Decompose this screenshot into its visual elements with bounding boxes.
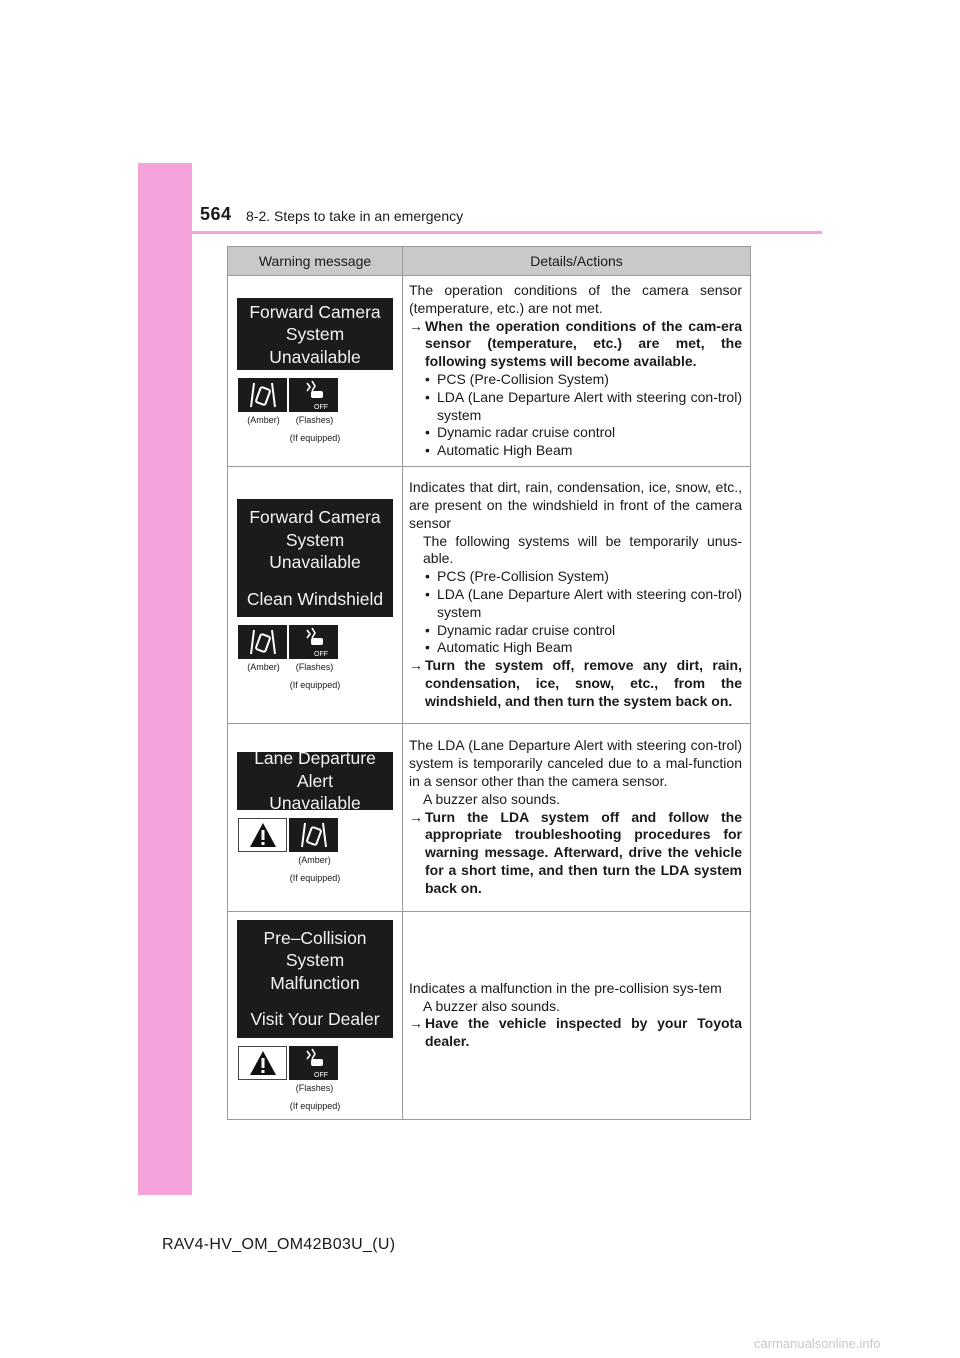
column-header-warning-message: Warning message xyxy=(228,247,403,276)
details-text: Indicates that dirt, rain, condensation, ice, snow, etc., are present on the windshield in front of the camera sensor xyxy=(409,479,742,531)
warning-triangle-icon xyxy=(238,1046,287,1080)
action-text: When the operation conditions of the cam-era sensor (temperature, etc.) are met, the following systems will become available. xyxy=(425,317,742,370)
warning-image-cell xyxy=(228,276,403,467)
details-text: The operation conditions of the camera sensor (temperature, etc.) are not met. xyxy=(409,282,742,316)
multi-info-display-message xyxy=(237,920,393,1038)
details-note: A buzzer also sounds. xyxy=(423,997,560,1014)
lda-car-icon xyxy=(238,625,287,659)
details-cell xyxy=(403,276,751,467)
multi-info-display-message xyxy=(237,748,393,814)
display-line: Forward Camera xyxy=(249,507,381,528)
section-title: 8-2. Steps to take in an emergency xyxy=(246,208,464,224)
column-header-details-actions: Details/Actions xyxy=(403,247,751,276)
svg-text:OFF: OFF xyxy=(313,404,328,412)
action-text: Turn the system off, remove any dirt, rain, condensation, ice, snow, etc., from the windshield, and then turn the system back on. xyxy=(425,657,742,709)
list-item: • LDA (Lane Departure Alert with steering con-trol) system xyxy=(425,388,742,423)
if-equipped-note: (If equipped) xyxy=(289,872,341,883)
list-item: • LDA (Lane Departure Alert with steering con-trol) system xyxy=(425,586,742,620)
pcs-off-icon xyxy=(289,1046,338,1080)
icon-color-label: (Amber) xyxy=(298,854,331,865)
list-item-text: PCS (Pre-Collision System) xyxy=(437,370,609,387)
display-line: Forward Camera xyxy=(249,301,381,322)
icon-color-label: (Flashes) xyxy=(295,1082,334,1093)
warning-message-table xyxy=(227,246,751,1120)
table-row xyxy=(228,723,751,911)
arrow-icon: → xyxy=(409,317,423,334)
table-row xyxy=(228,276,751,467)
display-line: Visit Your Dealer xyxy=(250,1009,380,1030)
list-item-text: Automatic High Beam xyxy=(437,442,573,459)
pcs-off-icon xyxy=(289,625,338,659)
svg-text:OFF: OFF xyxy=(313,651,328,659)
action-text: Turn the LDA system off and follow the appropriate troubleshooting procedures for warning message. Afterward, drive the vehicle for a short time, and then turn the LDA system back on. xyxy=(425,808,742,896)
arrow-icon: → xyxy=(409,808,423,825)
list-item: • Dynamic radar cruise control xyxy=(425,621,616,638)
display-line: Unavailable xyxy=(269,793,361,814)
arrow-icon: → xyxy=(409,1015,423,1032)
warning-triangle-icon xyxy=(238,818,287,852)
action-instruction xyxy=(409,809,742,898)
icon-color-label xyxy=(238,855,289,865)
list-item: • Automatic High Beam xyxy=(425,442,573,459)
action-instruction xyxy=(409,657,742,710)
list-item-text: LDA (Lane Departure Alert with steering con-trol) system xyxy=(437,586,742,620)
list-item-text: Dynamic radar cruise control xyxy=(437,621,616,638)
list-item: • Automatic High Beam xyxy=(425,639,573,656)
table-row xyxy=(228,466,751,723)
list-item: • PCS (Pre-Collision System) xyxy=(425,370,609,387)
lda-car-icon xyxy=(289,818,338,852)
action-text: Have the vehicle inspected by your Toyota dealer. xyxy=(425,1015,742,1050)
details-note: A buzzer also sounds. xyxy=(423,790,560,807)
details-cell xyxy=(403,723,751,911)
multi-info-display-message xyxy=(237,298,393,370)
display-line: Lane Departure Alert xyxy=(254,748,376,791)
systems-list xyxy=(409,371,742,460)
action-instruction xyxy=(409,318,742,371)
display-line: Unavailable xyxy=(269,346,361,367)
document-id: RAV4-HV_OM_OM42B03U_(U) xyxy=(162,1236,396,1253)
warning-image-cell xyxy=(228,911,403,1119)
icon-color-label: (Amber) xyxy=(247,662,280,673)
display-line: Unavailable xyxy=(269,552,361,573)
table-row xyxy=(228,911,751,1119)
display-line: Malfunction xyxy=(270,972,360,993)
details-text: The LDA (Lane Departure Alert with steering con-trol) system is temporarily canceled due to a mal-function in a sensor other than the camera sensor. xyxy=(409,737,742,789)
side-tab-band xyxy=(138,163,192,1195)
warning-image-cell xyxy=(228,723,403,911)
list-item-text: LDA (Lane Departure Alert with steering con-trol) system xyxy=(437,388,742,423)
display-line: System xyxy=(285,529,345,550)
page-number: 564 xyxy=(200,204,232,224)
if-equipped-note: (If equipped) xyxy=(289,1100,341,1111)
warning-image-cell xyxy=(228,466,403,723)
watermark: carmanualsonline.info xyxy=(754,1336,881,1351)
multi-info-display-message xyxy=(237,499,393,617)
list-item: • PCS (Pre-Collision System) xyxy=(425,568,609,585)
icon-color-label: (Flashes) xyxy=(295,415,334,426)
list-item-text: Automatic High Beam xyxy=(437,639,573,656)
list-item-text: PCS (Pre-Collision System) xyxy=(437,568,609,585)
systems-list xyxy=(409,568,742,657)
if-equipped-note: (If equipped) xyxy=(289,433,341,444)
display-line: Clean Windshield xyxy=(246,588,384,609)
action-instruction xyxy=(409,1015,742,1051)
details-note: The following systems will be temporarily unus-able. xyxy=(423,532,742,567)
display-line: Pre–Collision xyxy=(263,927,367,948)
details-text: Indicates a malfunction in the pre-collision sys-tem xyxy=(409,979,722,996)
svg-text:OFF: OFF xyxy=(313,1071,328,1079)
icon-color-label xyxy=(238,1083,289,1093)
lda-car-icon xyxy=(238,378,287,412)
pcs-off-icon xyxy=(289,378,338,412)
list-item-text: Dynamic radar cruise control xyxy=(437,424,616,441)
details-cell xyxy=(403,466,751,723)
header-rule xyxy=(192,231,822,234)
display-line: System xyxy=(285,324,345,345)
icon-color-label: (Amber) xyxy=(247,415,280,426)
display-line: System xyxy=(285,950,345,971)
details-cell xyxy=(403,911,751,1119)
arrow-icon: → xyxy=(409,657,423,674)
list-item: • Dynamic radar cruise control xyxy=(425,424,616,441)
if-equipped-note: (If equipped) xyxy=(289,680,341,691)
icon-color-label: (Flashes) xyxy=(295,662,334,673)
